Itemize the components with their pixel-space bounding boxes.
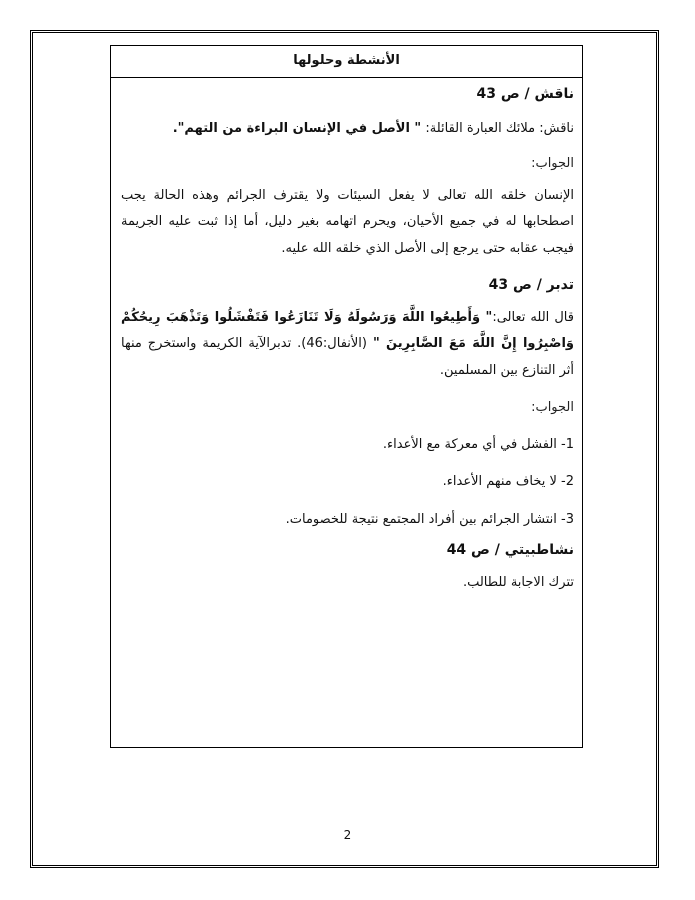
home-activity-text: تترك الاجابة للطالب. (462, 574, 574, 590)
reflect-prompt (121, 305, 574, 385)
reflect-prompt-suffix: (الأنفال:46). تدبرالآية الكريمة واستخرج منها أثر التنازع بين المسلمين. (121, 336, 574, 378)
discuss-prompt (121, 116, 574, 141)
page-title: الأنشطة وحلولها (111, 46, 582, 78)
document-body (121, 80, 574, 595)
reflect-prompt-prefix: قال الله تعالى: (492, 309, 574, 325)
reflect-verse: " وَأَطِيعُوا اللَّهَ وَرَسُولَهُ وَلَا تَنَازَعُوا فَتَفْشَلُوا وَتَذْهَبَ رِيحُكُمْ وَاصْبِرُوا إِنَّ اللَّهَ مَعَ الصَّابِرِينَ " (121, 309, 575, 352)
section-heading-discuss: ناقش / ص 43 (476, 86, 574, 102)
discuss-prompt-prefix: ناقش: ملائك العبارة القائلة: (421, 121, 574, 136)
reflect-answer-2: 2- لا يخاف منهم الأعداء. (442, 474, 574, 490)
page-number: 2 (343, 828, 352, 842)
discuss-answer-label: الجواب: (531, 156, 574, 172)
section-heading-reflect: تدبر / ص 43 (488, 276, 574, 293)
reflect-answer-label: الجواب: (531, 399, 574, 415)
reflect-answer-3: 3- انتشار الجرائم بين أفراد المجتمع نتيجة للخصومات. (285, 511, 574, 527)
section-heading-home-activity: نشاطبيتي / ص 44 (446, 541, 574, 558)
content-box (110, 45, 583, 748)
discuss-prompt-quote: " الأصل في الإنسان البراءة من التهم". (172, 121, 422, 136)
reflect-answer-1: 1- الفشل في أي معركة مع الأعداء. (382, 436, 574, 452)
discuss-answer-text: الإنسان خلقه الله تعالى لا يفعل السيئات ولا يقترف الجرائم وهذه الحالة يجب اصطحابها له في جميع الأحيان، ويحرم اتهامه بغير دليل، أما إذا ثبت عليه الجريمة فيجب عقابه حتى يرجع إلى الأصل الذي خلقه الله عليه. (121, 187, 574, 256)
